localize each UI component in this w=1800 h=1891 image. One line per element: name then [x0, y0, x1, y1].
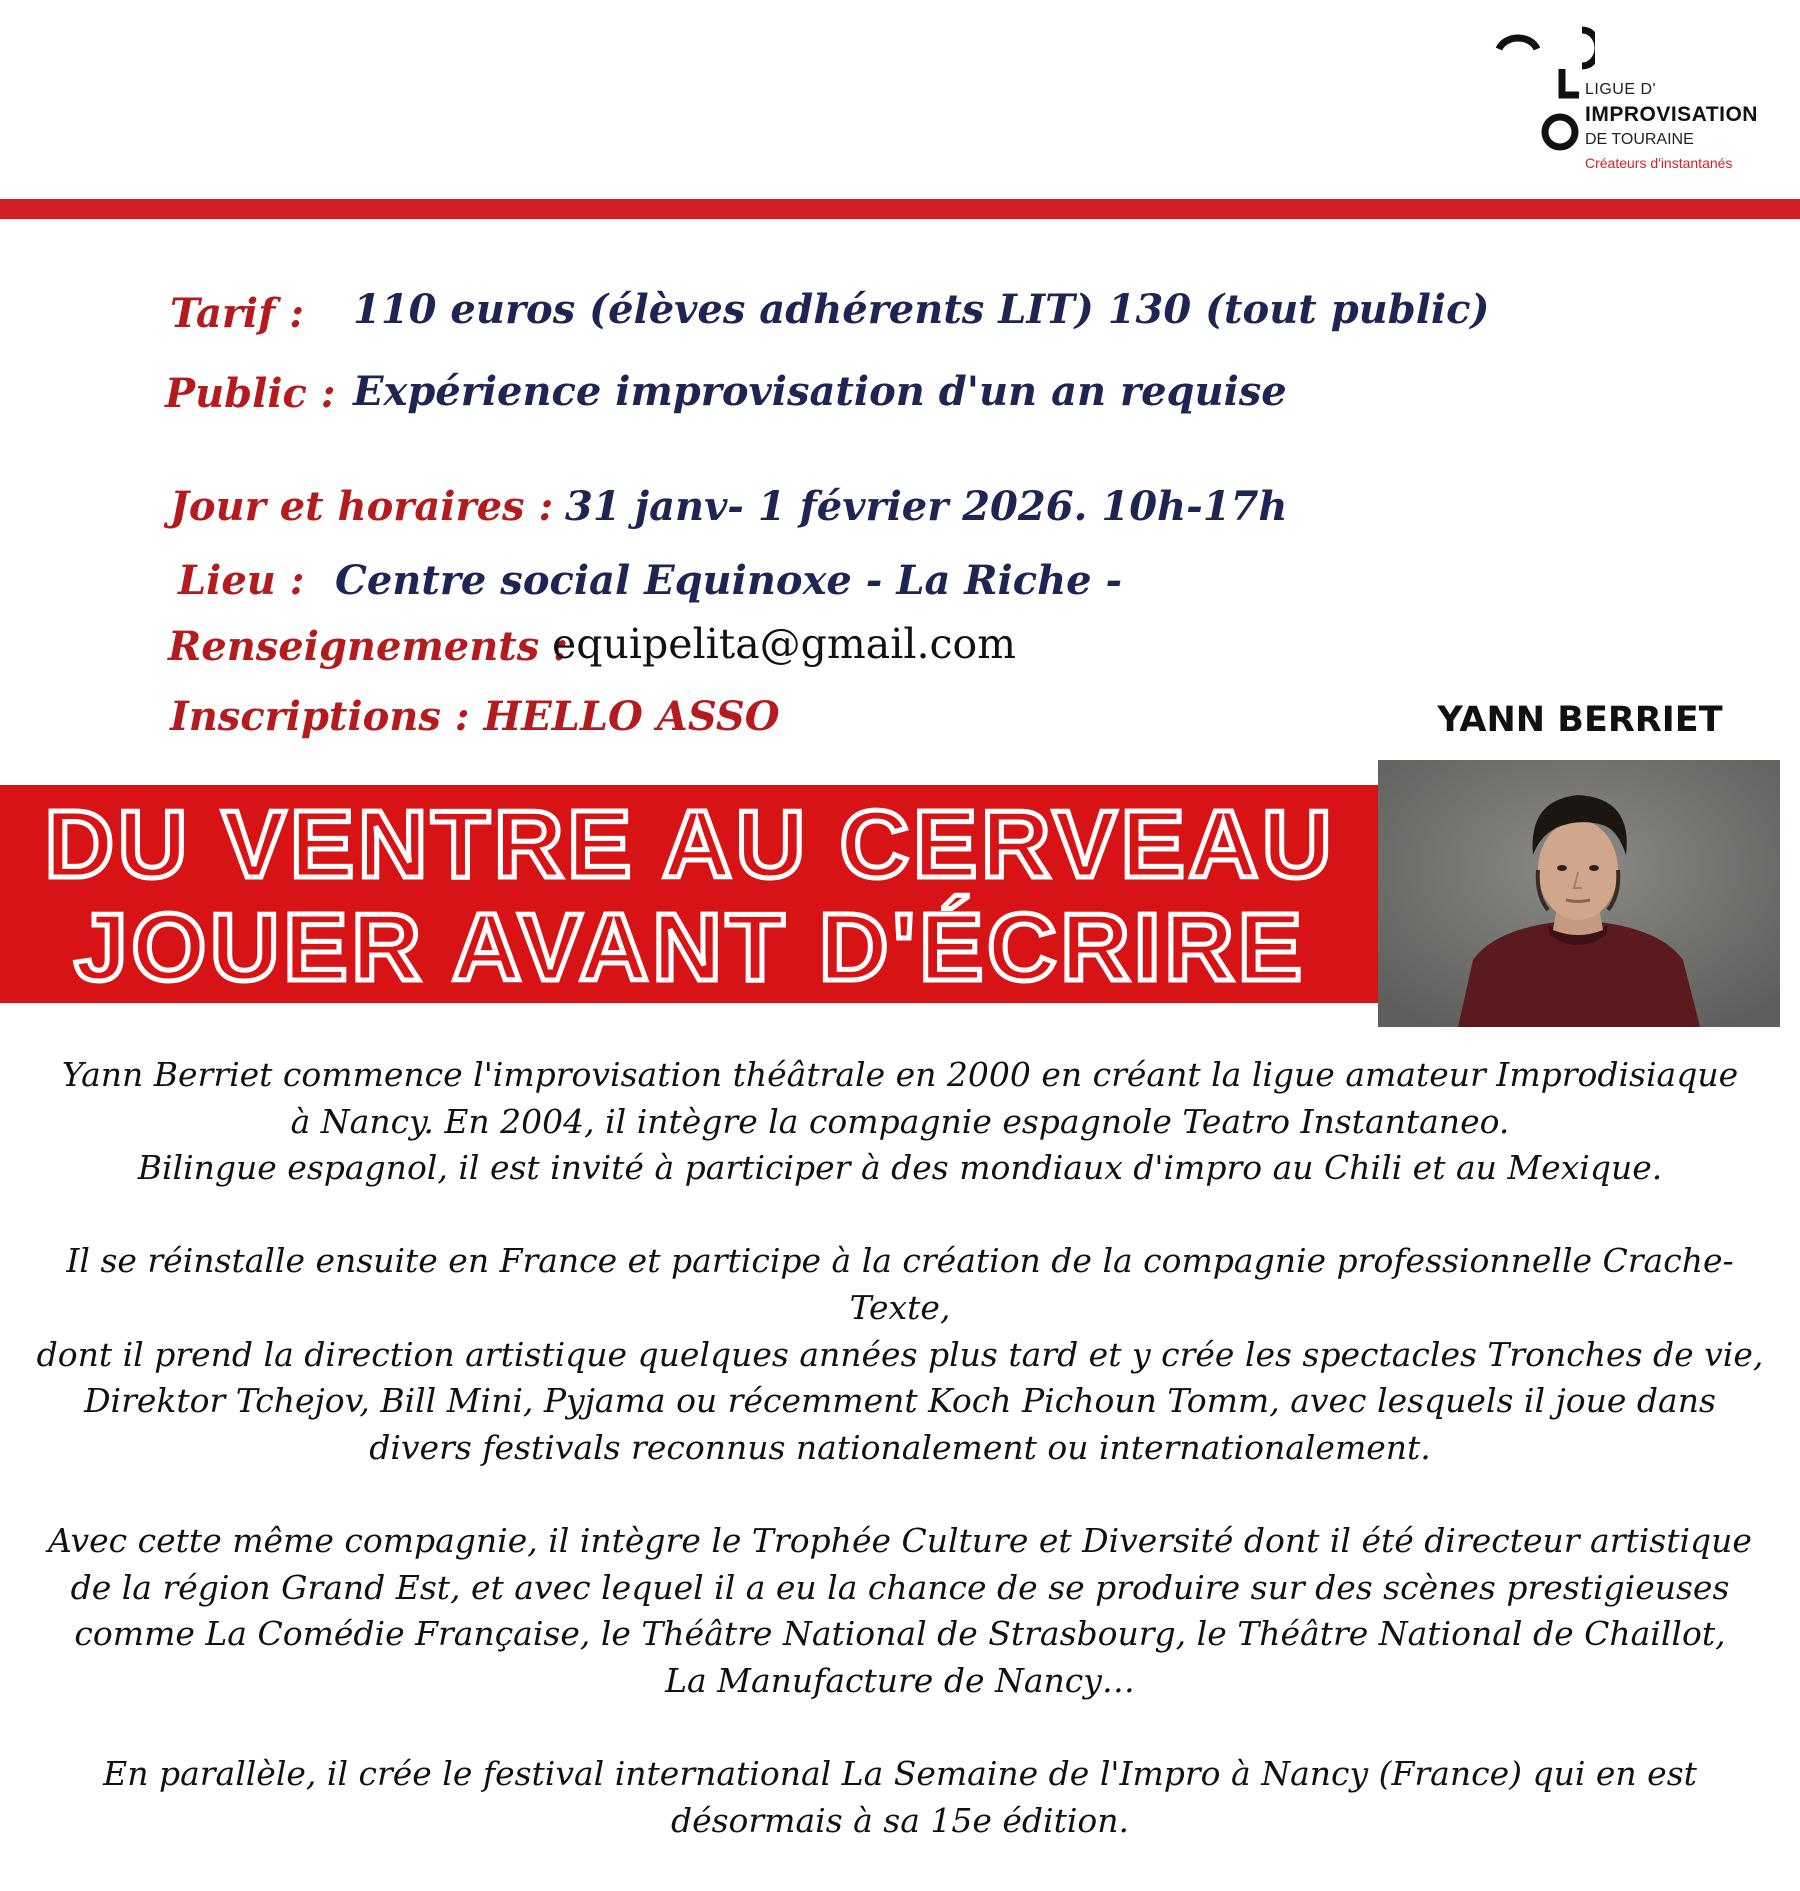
league-logo [1495, 25, 1775, 185]
bio-line: comme La Comédie Française, le Théâtre National de Strasbourg, le Théâtre National de Chaillot, [74, 1614, 1726, 1654]
inscriptions-label[interactable]: Inscriptions : HELLO ASSO [170, 693, 780, 740]
speaker-name: YANN BERRIET [1437, 700, 1723, 740]
lio-logo-icon [1495, 25, 1595, 155]
logo-line-2: IMPROVISATION [1585, 103, 1758, 126]
bio-line: divers festivals reconnus nationalement ou internationalement. [369, 1427, 1431, 1467]
title-banner [0, 785, 1380, 1003]
tarif-value: 110 euros (élèves adhérents LIT) 130 (tout public) [353, 286, 1490, 333]
bio-line: Bilingue espagnol, il est invité à participer à des mondiaux d'impro au Chili et au Mexique. [137, 1148, 1663, 1188]
lieu-label: Lieu : [178, 557, 305, 604]
jour-label: Jour et horaires : [170, 483, 554, 530]
tarif-label: Tarif : [170, 290, 305, 337]
jour-value: 31 janv- 1 février 2026. 10h-17h [565, 483, 1288, 530]
bio-line: à Nancy. En 2004, il intègre la compagnie espagnole Teatro Instantaneo. [290, 1101, 1510, 1141]
bio-paragraph-3 [20, 1518, 1780, 1704]
title-line-1: DU VENTRE AU CERVEAU [44, 791, 1336, 898]
speaker-portrait-icon [1378, 760, 1780, 1027]
bio-line: En parallèle, il crée le festival international La Semaine de l'Impro à Nancy (France) qui en est [103, 1753, 1697, 1793]
speaker-photo [1378, 760, 1780, 1027]
logo-tagline: Créateurs d'instantanés [1585, 155, 1733, 171]
bio-paragraph-1 [20, 1052, 1780, 1192]
bio-line: désormais à sa 15e édition. [670, 1800, 1130, 1840]
bio-line: de la région Grand Est, et avec lequel il a eu la chance de se produire sur des scènes prestigieuses [70, 1567, 1730, 1607]
bio-text [20, 1052, 1780, 1891]
logo-line-3: DE TOURAINE [1585, 131, 1694, 148]
bio-line: Direktor Tchejov, Bill Mini, Pyjama ou récemment Koch Pichoun Tomm, avec lesquels il joue dans [84, 1381, 1716, 1421]
bio-paragraph-2 [20, 1238, 1780, 1471]
bio-line: Avec cette même compagnie, il intègre le Trophée Culture et Diversité dont il été directeur artistique [48, 1520, 1752, 1560]
title-line-2: JOUER AVANT D'ÉCRIRE [74, 894, 1306, 1001]
bio-line: dont il prend la direction artistique quelques années plus tard et y crée les spectacles Tronches de vie, [36, 1334, 1764, 1374]
public-value: Expérience improvisation d'un an requise [353, 368, 1287, 415]
bio-paragraph-4 [20, 1751, 1780, 1844]
bio-line: Il se réinstalle ensuite en France et participe à la création de la compagnie professionnelle Crache-Texte, [66, 1241, 1734, 1327]
lieu-value: Centre social Equinoxe - La Riche - [335, 557, 1123, 604]
bio-line: La Manufacture de Nancy… [665, 1660, 1135, 1700]
renseignements-email[interactable]: equipelita@gmail.com [552, 620, 1017, 668]
public-label: Public : [165, 370, 336, 417]
renseignements-label: Renseignements : [168, 623, 568, 670]
logo-line-1: LIGUE D' [1585, 81, 1657, 98]
header-divider [0, 199, 1800, 219]
bio-line: Yann Berriet commence l'improvisation théâtrale en 2000 en créant la ligue amateur Improdisiaque [61, 1055, 1739, 1094]
